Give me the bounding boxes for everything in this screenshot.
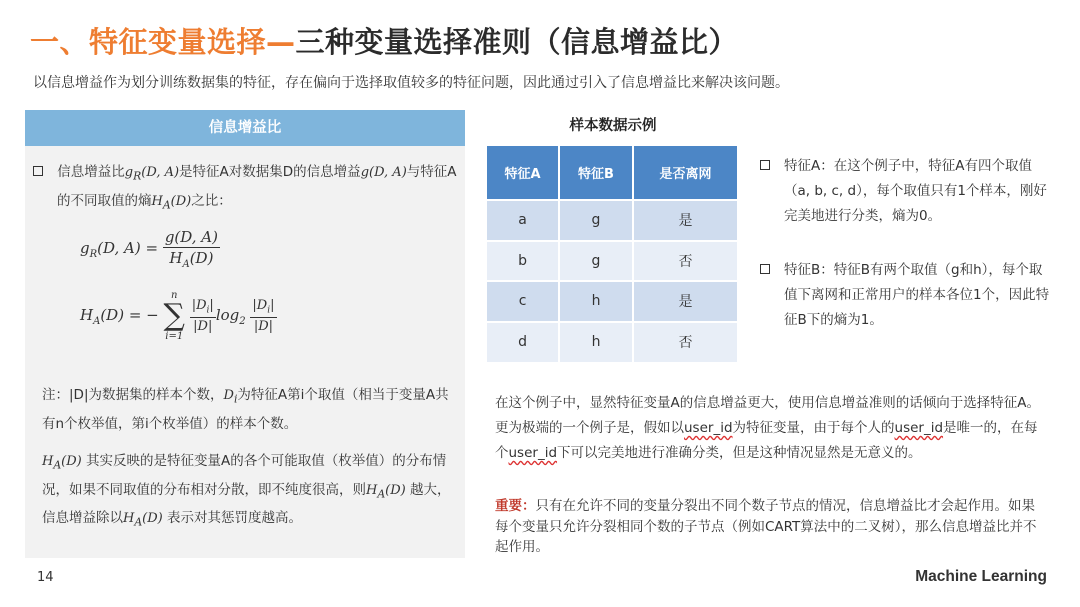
table-row (487, 241, 738, 282)
definition-text-4: 的不同取值的熵 (57, 192, 152, 209)
f2-log-sub: 2 (239, 316, 246, 327)
important-label: 重要： (495, 498, 536, 514)
title-part-1: 一、特征变量选择— (30, 25, 296, 59)
note2-h2: H (366, 482, 378, 498)
f1-lhs: g (80, 239, 90, 257)
f2-f2-num-end: | (270, 298, 275, 314)
f2-f1-num-a: |D (191, 298, 207, 314)
f2-f2-num (250, 298, 276, 318)
feature-b-explanation (760, 258, 1050, 333)
table-cell: d (487, 322, 559, 363)
f2-f2-num-a: |D (252, 298, 268, 314)
f1-denominator (163, 248, 220, 270)
table-cell: 否 (633, 322, 738, 363)
math-gda: g(D, A) (360, 165, 407, 180)
f1-lhs-sub: R (89, 249, 98, 260)
f1-den-args: (D) (189, 249, 214, 267)
square-bullet-icon (760, 160, 770, 170)
note2-h3-args: (D) (142, 511, 163, 527)
table-row (487, 281, 738, 322)
para1-a: 在这个例子中，显然特征变量A的信息增益更大，使用信息增益准则的话倾向于选择特征A。更为极端的一个例子是，假如以 (495, 395, 1040, 436)
sum-top: n (171, 290, 178, 301)
note-1 (42, 383, 452, 437)
definition-text-5: 之比： (191, 192, 232, 209)
para1-c: 是唯一的，在每个 (495, 420, 1038, 461)
note2-h1: H (42, 454, 54, 469)
f1-lhs-args: (D, A) = (97, 239, 159, 257)
left-panel-header: 信息增益比 (25, 110, 465, 146)
f2-f1-num (190, 298, 216, 318)
gain-ratio-formula (80, 228, 220, 270)
page-title (30, 20, 738, 61)
important-text: 只有在允许不同的变量分裂出不同个数子节点的情况，信息增益比才会起作用。如果每个变量只允许分裂相同个数的子节点（例如CART算法中的二叉树），那么信息增益比并不起作用。 (495, 498, 1037, 555)
note1-d-sub: i (233, 392, 238, 406)
note2-h3: H (123, 511, 135, 527)
table-header-row (487, 146, 738, 200)
f2-lhs: H (80, 306, 94, 324)
footer-brand: Machine Learning (915, 568, 1047, 585)
page-number: 14 (37, 570, 54, 585)
para1-user-id-2: user_id (894, 420, 944, 436)
para1-user-id-3: user_id (508, 445, 558, 461)
summation-icon: n ∑ i=1 (163, 290, 185, 342)
table-row (487, 200, 738, 241)
f2-fraction-1 (190, 298, 216, 334)
note2-h2-args: (D) (385, 482, 406, 498)
sum-bottom: i=1 (165, 331, 184, 342)
f2-log: log (215, 306, 240, 324)
table-header-cell: 特征A (487, 146, 559, 200)
f2-f1-num-end: | (209, 298, 214, 314)
note2-a: 其实反映的是特征变量A的各个可能取值（枚举值）的分布情况，如果不同取值的分布相对分散，即不纯度很高，则 (42, 453, 447, 498)
table-cell: 是 (633, 281, 738, 322)
note2-h1-sub: A (53, 458, 62, 472)
note2-h2-sub: A (377, 487, 386, 501)
f2-f2-den: |D| (253, 318, 274, 334)
square-bullet-icon (760, 264, 770, 274)
table-row (487, 322, 738, 363)
math-h-args: (D) (170, 193, 192, 209)
math-gr (124, 165, 180, 183)
definition-text-1: 信息增益比 (57, 164, 125, 180)
note1-b: 为特征A第i个取值（相当于变量A共有n个枚举值，第i个枚举值）的样本个数。 (42, 387, 449, 432)
f1-den-h: H (169, 249, 183, 267)
note-2 (42, 449, 452, 535)
math-g-sub: R (133, 169, 142, 183)
table-cell: 否 (633, 241, 738, 282)
note2-ha1 (42, 454, 82, 472)
title-part-2: 三种变量选择准则（信息增益比） (295, 25, 739, 59)
sample-data-table (487, 146, 739, 362)
note1-di (223, 388, 238, 406)
f2-f1-num-sub: i (206, 305, 210, 316)
example-paragraph (495, 391, 1043, 466)
note2-c: 表示对其惩罚度越高。 (162, 510, 303, 527)
sample-table-title: 样本数据示例 (569, 118, 657, 134)
important-note (495, 496, 1043, 558)
table-cell: a (487, 200, 559, 241)
f1-numerator: g(D, A) (164, 228, 218, 246)
feature-a-explanation (760, 154, 1050, 229)
f2-f1-den: |D| (193, 318, 213, 334)
gain-ratio-definition (33, 160, 458, 217)
table-cell: h (559, 281, 633, 322)
feature-b-text: 特征B：特征B有两个取值（g和h），每个取值下离网和正常用户的样本各位1个，因此特征B下的熵为1。 (784, 262, 1050, 328)
note2-ha2 (366, 482, 406, 501)
note2-ha3 (123, 511, 163, 529)
f2-f2-num-sub: i (267, 305, 271, 316)
table-cell: h (559, 322, 633, 363)
para1-d: 下可以完美地进行准确分类，但是这种情况显然是无意义的。 (557, 445, 922, 461)
math-g: g (124, 165, 134, 180)
note2-h1-args: (D) (61, 454, 82, 469)
table-header-cell: 特征B (559, 146, 633, 200)
math-ha (151, 193, 192, 212)
table-cell: 是 (633, 200, 738, 241)
math-h-sub: A (162, 198, 171, 212)
note1-d: D (223, 388, 234, 403)
f2-lhs-sub: A (93, 316, 101, 327)
math-g-args: (D, A) (141, 165, 180, 180)
entropy-formula (80, 290, 277, 342)
f2-fraction-2 (250, 298, 276, 334)
note2-b: 越大，信息增益除以 (42, 481, 451, 527)
note1-a: 注：|D|为数据集的样本个数， (42, 387, 224, 403)
definition-text-3: 与特征A (406, 164, 457, 180)
table-header-cell: 是否离网 (633, 146, 738, 200)
f2-lhs-args: (D) = − (100, 306, 159, 324)
table-cell: b (487, 241, 559, 282)
square-bullet-icon (33, 166, 43, 176)
table-cell: c (487, 281, 559, 322)
f1-den-sub: A (182, 259, 190, 270)
math-h: H (151, 193, 163, 209)
para1-user-id-1: user_id (684, 420, 733, 436)
subtitle: 以信息增益作为划分训练数据集的特征，存在偏向于选择取值较多的特征问题，因此通过引入了信息增益比来解决该问题。 (33, 75, 789, 91)
note2-h3-sub: A (134, 515, 143, 529)
definition-text-2: 是特征A对数据集D的信息增益 (179, 164, 361, 180)
para1-b: 为特征变量，由于每个人的 (732, 420, 895, 436)
table-cell: g (559, 200, 633, 241)
feature-a-text: 特征A：在这个例子中，特征A有四个取值（a, b, c, d），每个取值只有1个样本，刚好完美地进行分类，熵为0。 (784, 158, 1047, 224)
f1-fraction (163, 228, 220, 270)
table-cell: g (559, 241, 633, 282)
